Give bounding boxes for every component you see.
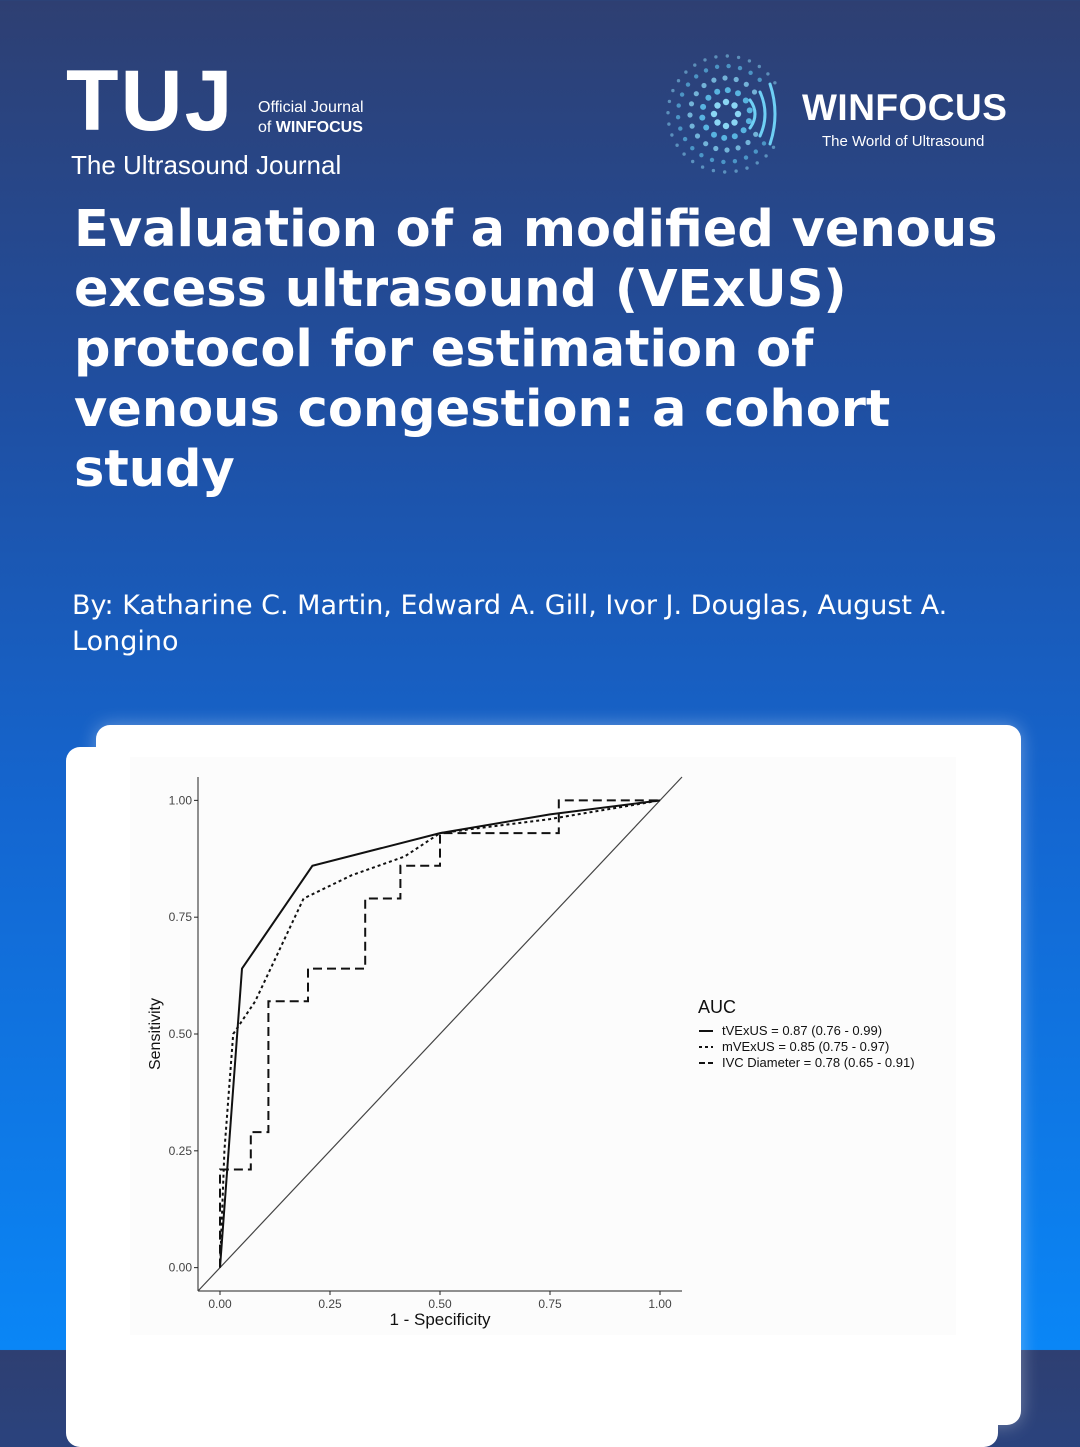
x-tick-label: 0.25 <box>318 1297 342 1311</box>
x-tick-label: 0.50 <box>428 1297 452 1311</box>
official-line1: Official Journal <box>258 99 364 116</box>
x-tick-label: 0.75 <box>538 1297 562 1311</box>
official-org: WINFOCUS <box>275 119 363 136</box>
official-prefix: of <box>258 119 272 136</box>
x-tick-label: 0.00 <box>208 1297 232 1311</box>
y-tick-label: 0.50 <box>168 1027 192 1041</box>
legend-entry: mVExUS = 0.85 (0.75 - 0.97) <box>722 1039 890 1054</box>
tuj-logo <box>66 53 396 188</box>
article-title: Evaluation of a modified venous excess ultrasound (VExUS) protocol for estimation of venous congestion: a cohort study <box>74 200 998 499</box>
y-tick-label: 0.25 <box>168 1143 192 1158</box>
winfocus-logo <box>664 52 1024 180</box>
y-axis-label: Sensitivity <box>147 997 164 1071</box>
legend-entry: tVExUS = 0.87 (0.76 - 0.99) <box>722 1023 883 1038</box>
dotted-globe-icon <box>664 52 794 180</box>
tuj-mark: TUJ <box>66 53 235 149</box>
legend-entry: IVC Diameter = 0.78 (0.65 - 0.91) <box>722 1055 915 1070</box>
y-tick-label: 1.00 <box>168 793 192 808</box>
official-journal-label <box>258 98 364 138</box>
y-tick-label: 0.00 <box>168 1260 192 1275</box>
winfocus-tagline: The World of Ultrasound <box>822 133 985 150</box>
x-axis-label: 1 - Specificity <box>389 1310 491 1329</box>
winfocus-name: WINFOCUS <box>802 87 1008 128</box>
roc-chart <box>130 757 956 1335</box>
x-tick-label: 1.00 <box>648 1297 672 1311</box>
article-authors: By: Katharine C. Martin, Edward A. Gill, Ivor J. Douglas, August A. Longino <box>72 590 948 657</box>
journal-name: The Ultrasound Journal <box>71 150 342 180</box>
y-tick-label: 0.75 <box>168 910 192 925</box>
legend-title: AUC <box>698 997 737 1017</box>
roc-figure <box>130 757 956 1335</box>
